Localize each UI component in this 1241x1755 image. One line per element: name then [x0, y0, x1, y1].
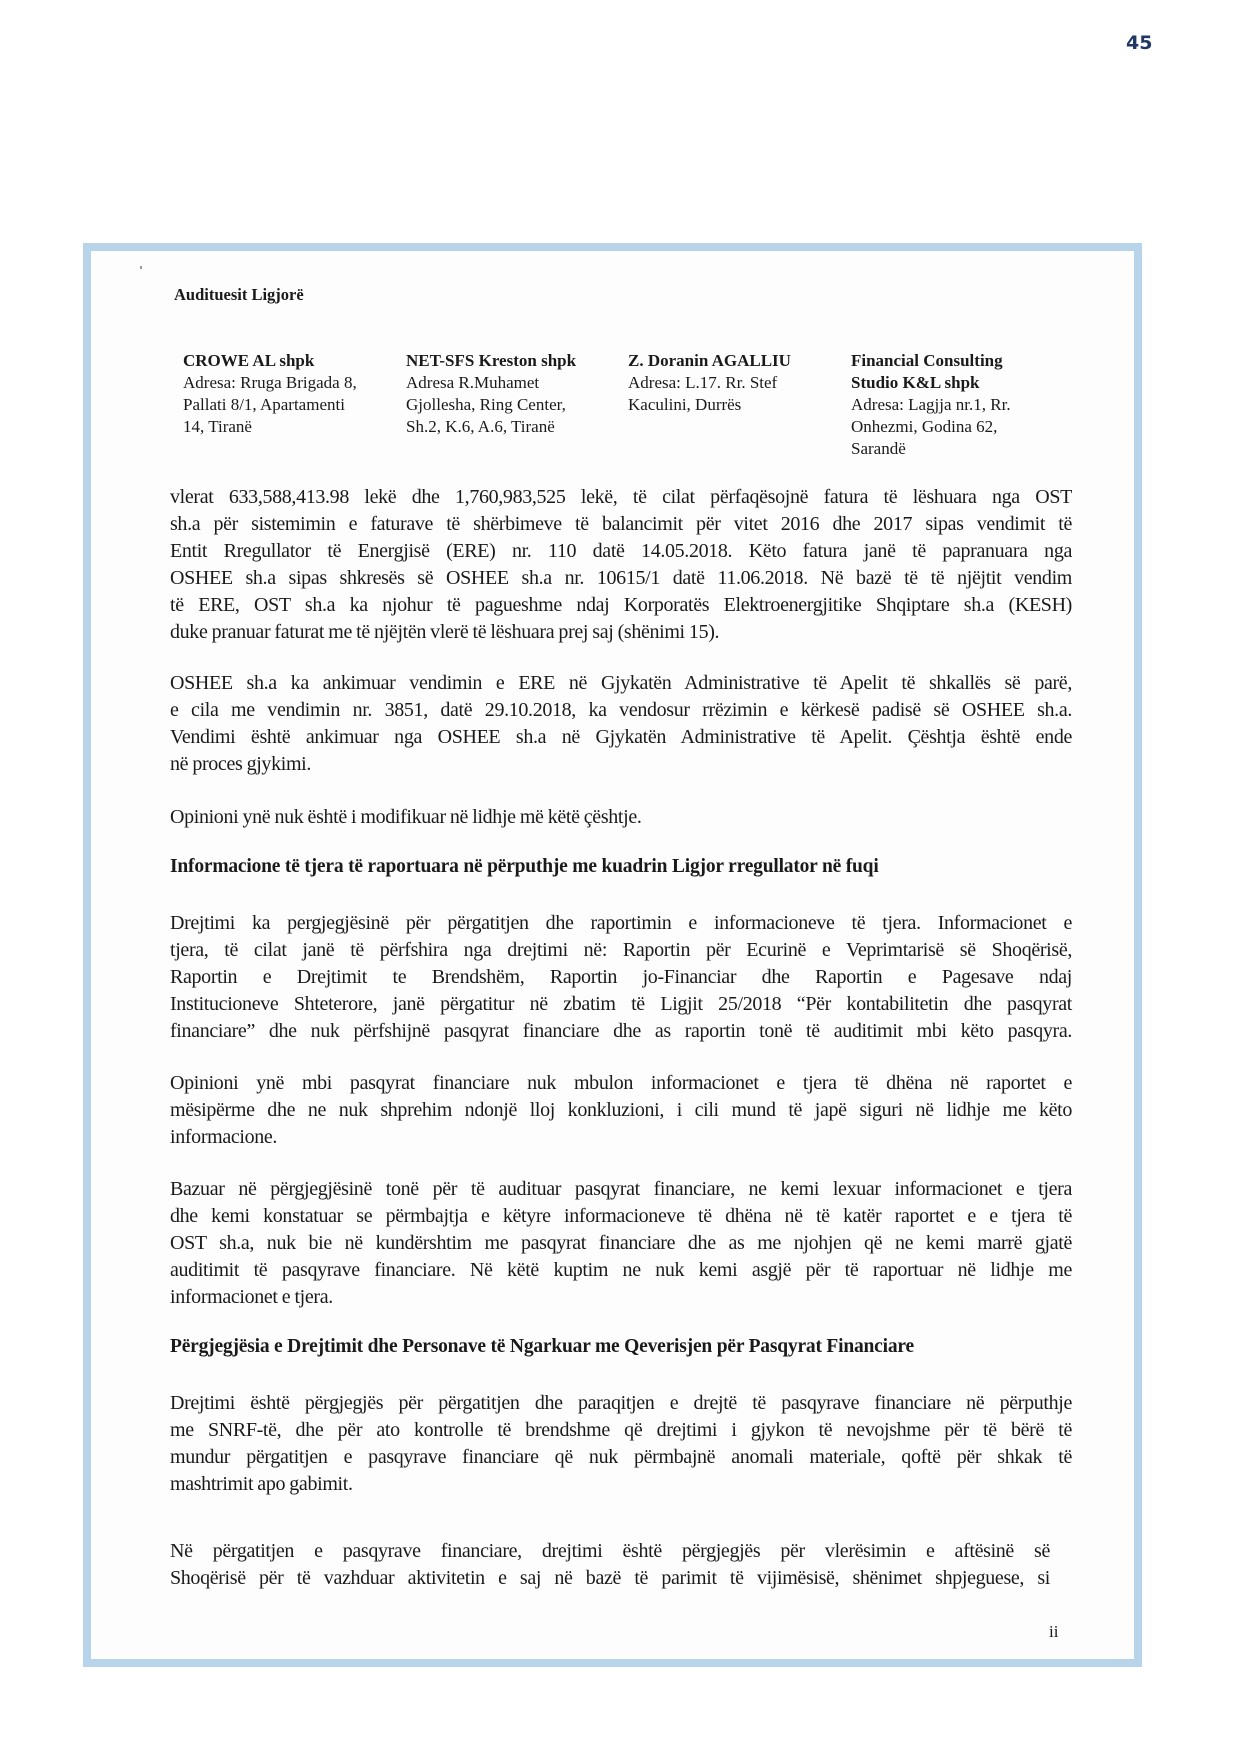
auditor-address-line: Pallati 8/1, Apartamenti	[183, 395, 345, 414]
text-line: Shoqërisë për të vazhduar aktivitetin e saj në bazë të parimit të vijimësisë, shënimet shpjeguese, si	[170, 1567, 1050, 1589]
text-line: auditimit të pasqyrave financiare. Në këtë kuptim ne nuk kemi asgjë për të raportuar në lidhje me	[170, 1259, 1072, 1281]
text-line: financiare” dhe nuk përfshijnë pasqyrat financiare dhe as raportin tonë të auditimit mbi këto pasqyra.	[170, 1020, 1072, 1042]
auditor-address-line: Adresa R.Muhamet	[406, 373, 540, 392]
paragraph-management-responsibility-other-info	[170, 910, 1072, 1045]
text-line: Entit Rregullator të Energjisë (ERE) nr. 110 datë 14.05.2018. Këto fatura janë të papranuara nga	[170, 540, 1072, 562]
text-line: informacionet e tjera.	[170, 1286, 333, 1308]
auditor-address-line: Gjollesha, Ring Center,	[406, 395, 566, 414]
auditor-name: Z. Doranin AGALLIU	[628, 351, 791, 370]
section-heading-other-information: Informacione të tjera të raportuara në përputhje me kuadrin Ligjor rregullator në fuqi	[170, 856, 879, 877]
auditor-address-line: Onhezmi, Godina 62,	[851, 417, 998, 436]
text-line: vlerat 633,588,413.98 lekë dhe 1,760,983,525 lekë, të cilat përfaqësojnë fatura të lëshuara nga OST	[170, 486, 1072, 508]
paragraph-opinion-scope	[170, 1070, 1072, 1151]
text-line: Në përgatitjen e pasqyrave financiare, drejtimi është përgjegjës për vlerësimin e aftësinë së	[170, 1540, 1050, 1562]
auditor-address-line: 14, Tiranë	[183, 417, 252, 436]
auditor-doranin-agalliu	[628, 350, 843, 416]
auditor-financial-consulting-studio	[851, 350, 1066, 460]
text-line: të ERE, OST sh.a ka njohur të pagueshme ndaj Korporatës Elektroenergjitike Shqiptare sh.a (KESH)	[170, 594, 1072, 616]
auditor-address-line: Kaculini, Durrës	[628, 395, 742, 414]
paragraph-management-responsibility	[170, 1390, 1072, 1498]
text-line: informacione.	[170, 1126, 278, 1148]
text-line: Raportin e Drejtimit te Brendshëm, Raportin jo-Financiar dhe Raportin e Pagesave ndaj	[170, 966, 1072, 988]
paragraph-going-concern	[170, 1538, 1050, 1592]
text-line: Bazuar në përgjegjësinë tonë për të audituar pasqyrat financiare, ne kemi lexuar informacionet e tjera	[170, 1178, 1072, 1200]
text-line: në proces gjykimi.	[170, 753, 312, 775]
page-number: 45	[1126, 32, 1153, 54]
paragraph-auditor-review	[170, 1176, 1072, 1311]
text-line: Vendimi është ankimuar nga OSHEE sh.a në Gjykatën Administrative të Apelit. Çështja është ende	[170, 726, 1072, 748]
text-line: OSHEE sh.a ka ankimuar vendimin e ERE në Gjykatën Administrative të Apelit të shkallës së parë,	[170, 672, 1072, 694]
text-line: Opinioni ynë nuk është i modifikuar në lidhje më këtë çështje.	[170, 806, 642, 828]
text-line: Institucioneve Shteterore, janë përgatitur në zbatim të Ligjit 25/2018 “Për kontabilitetin dhe pasqyrat	[170, 993, 1072, 1015]
auditor-name: Studio K&L shpk	[851, 373, 980, 392]
text-line: e cila me vendimin nr. 3851, datë 29.10.2018, ka vendosur rrëzimin e kërkesë padisë së OSHEE sh.a.	[170, 699, 1072, 721]
text-line: OST sh.a, nuk bie në kundërshtim me pasqyrat financiare dhe as me njohjen që ne kemi marrë gjatë	[170, 1232, 1072, 1254]
text-line: mësipërme dhe ne nuk shprehim ndonjë lloj konkluzioni, i cili mund të japë siguri në lidhje me këto	[170, 1099, 1072, 1121]
text-line: Drejtimi ka pergjegjësinë për përgatitjen dhe raportimin e informacioneve të tjera. Informacionet e	[170, 912, 1072, 934]
inner-page-number: ii	[1049, 1622, 1059, 1641]
text-line: duke pranuar faturat me të njëjtën vlerë të lëshuara prej saj (shënimi 15).	[170, 621, 720, 643]
text-line: dhe kemi konstatuar se përmbajtja e këtyre informacioneve të dhëna në të katër raportet e e tjera të	[170, 1205, 1072, 1227]
auditor-address-line: Sh.2, K.6, A.6, Tiranë	[406, 417, 555, 436]
auditor-net-sfs-kreston	[406, 350, 621, 438]
text-line: mundur përgatitjen e pasqyrave financiare që nuk përmbajnë anomali materiale, qoftë për shkak të	[170, 1446, 1072, 1468]
auditor-crowe	[183, 350, 398, 438]
text-line: me SNRF-të, dhe për ato kontrolle të brendshme që drejtimi i gjykon të nevojshme për të bërë të	[170, 1419, 1072, 1441]
auditor-address-line: Adresa: Lagjja nr.1, Rr.	[851, 395, 1011, 414]
auditor-name: CROWE AL shpk	[183, 351, 315, 370]
scan-artifact-dot	[140, 266, 142, 269]
auditor-address-line: Adresa: Rruga Brigada 8,	[183, 373, 357, 392]
auditors-title: Audituesit Ligjorë	[174, 285, 304, 304]
text-line: tjera, të cilat janë të përfshira nga drejtimi në: Raportin për Ecurinë e Veprimtarisë së Shoqërisë,	[170, 939, 1072, 961]
text-line: Drejtimi është përgjegjës për përgatitjen dhe paraqitjen e drejtë të pasqyrave financiare në përputhje	[170, 1392, 1072, 1414]
section-heading-management-responsibility: Përgjegjësia e Drejtimit dhe Personave të Ngarkuar me Qeverisjen për Pasqyrat Financiare	[170, 1336, 914, 1357]
text-line: OSHEE sh.a sipas shkresës së OSHEE sh.a nr. 10615/1 datë 11.06.2018. Në bazë të të njëjtit vendim	[170, 567, 1072, 589]
paragraph-invoices	[170, 484, 1072, 646]
auditor-address-line: Sarandë	[851, 439, 906, 458]
text-line: mashtrimit apo gabimit.	[170, 1473, 353, 1495]
auditor-name: Financial Consulting	[851, 351, 1003, 370]
auditor-name: NET-SFS Kreston shpk	[406, 351, 577, 370]
text-line: Opinioni ynë mbi pasqyrat financiare nuk mbulon informacionet e tjera të dhëna në raportet e	[170, 1072, 1072, 1094]
paragraph-opinion-not-modified	[170, 804, 1072, 831]
auditor-address-line: Adresa: L.17. Rr. Stef	[628, 373, 778, 392]
text-line: sh.a për sistemimin e faturave të shërbimeve të balancimit për vitet 2016 dhe 2017 sipas vendimit të	[170, 513, 1072, 535]
paragraph-appeal	[170, 670, 1072, 778]
